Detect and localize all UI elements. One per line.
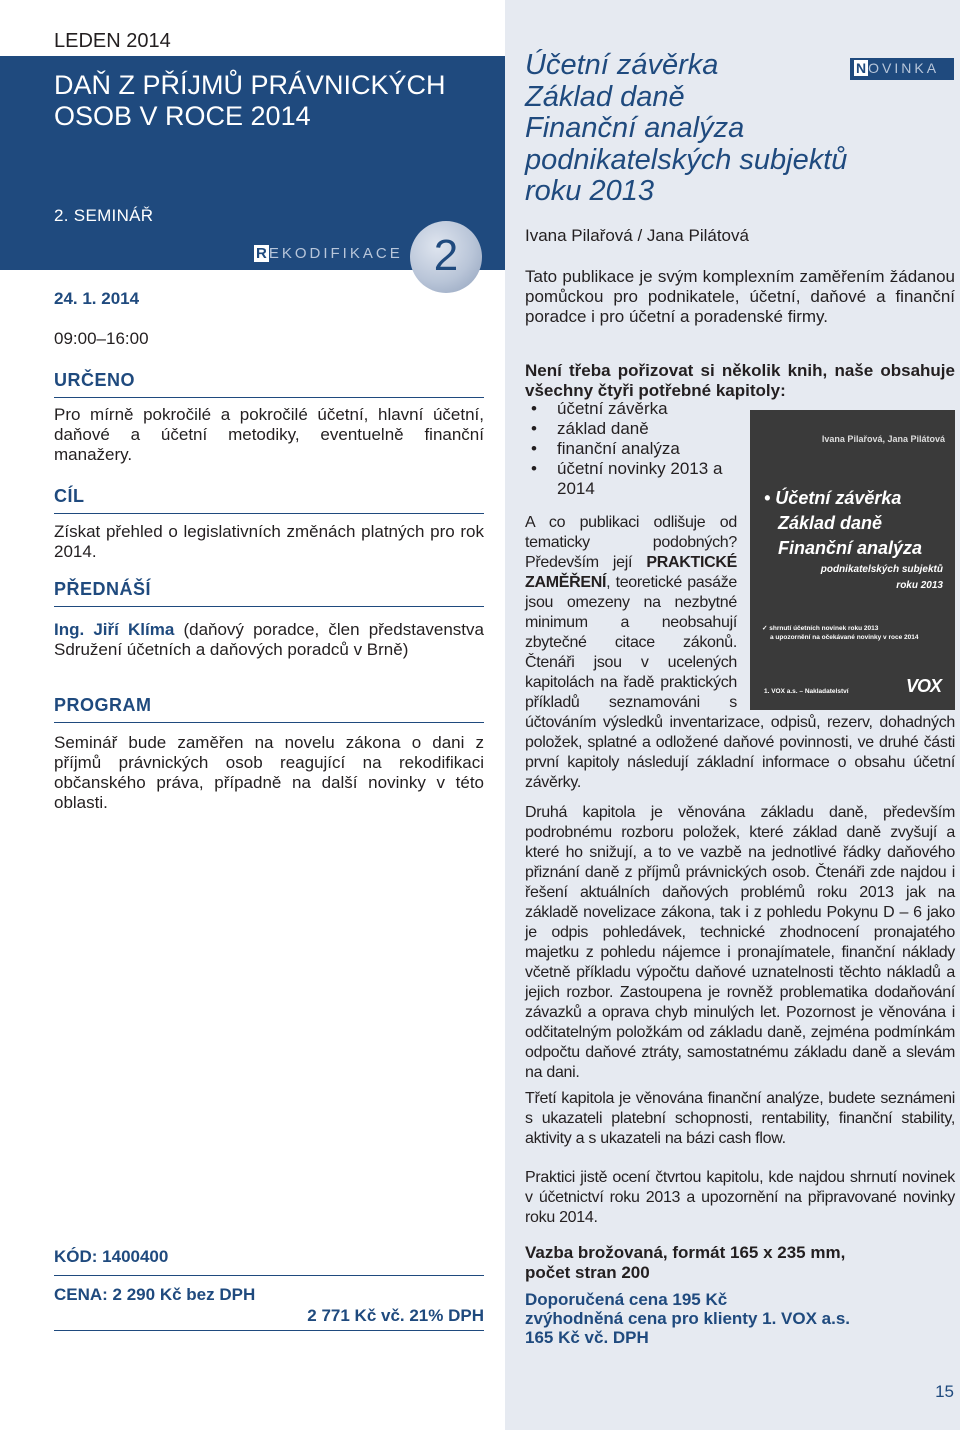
chapter-list — [525, 399, 755, 499]
lecturer-description: (daňový poradce, člen představenstva Sdružení účetních a daňových poradců v Brně) — [54, 620, 484, 659]
book-title-line: roku 2013 — [525, 175, 654, 207]
cover-title-line: Finanční analýza — [778, 538, 923, 558]
book-paragraph-2: Druhá kapitola je věnována základu daně, především podrobnému rozboru položek, které základ daně zvyšují a které ho snižují, a to ve vazbě na jednotlivé řádky daňového přiznání daně z příjmů právnických osob. Čtenáři zde najdou i řešení aktuálních daňových problémů roku 2013 jak na základě novelizace zákona, tak i z pohledu Pokynu D – 6 jako je odpis pohledávek, technické zhodnocení pronajatého majetku z pohledu nájemce i pronajímatele, finanční náklady včetně příkladu výpočtu daňové uznatelnosti těchto nákladů a jejich rozbor. Zastoupena je rovněž problematika dodaňování závazků a oprava chyb minulých let. Pozornost je věnována i odčitatelným položkám od základu daně, zejména podmínkám odpočtu daňové ztráty, samostatnému základu daně a slevám na dani. — [525, 804, 955, 1081]
cover-subtitle-line: roku 2013 — [896, 580, 943, 591]
book-paragraph-4: Praktici jistě ocení čtvrtou kapitolu, kde najdou shrnutí novinek v účetnictví roku 2013 a upozornění na připravované novinky roku 2014. — [525, 1169, 955, 1226]
binding-line: Vazba brožovaná, formát 165 x 235 mm, — [525, 1243, 846, 1262]
seminar-number-circle: 2 — [410, 221, 482, 293]
novelty-initial: N — [856, 60, 867, 76]
list-item: • účetní novinky 2013 a 2014 — [525, 459, 755, 499]
cover-wrap-spacer — [737, 513, 955, 710]
section-heading-program: PROGRAM — [54, 695, 484, 723]
book-binding — [525, 1243, 955, 1283]
cil-text: Získat přehled o legislativních změnách platných pro rok 2014. — [54, 522, 484, 561]
event-date: 24. 1. 2014 — [54, 289, 140, 308]
page-title — [54, 70, 446, 132]
month-label: LEDEN 2014 — [54, 30, 171, 52]
cover-note-line: a upozornění na očekávané novinky v roce 2014 — [770, 634, 919, 641]
lecturer-text — [54, 620, 484, 660]
section-heading-cil: CÍL — [54, 486, 484, 514]
cover-note-line: ✓ shrnutí účetních novinek roku 2013 — [762, 625, 879, 632]
cover-title-line: • Účetní závěrka — [764, 488, 902, 508]
book-price — [525, 1290, 955, 1347]
book-intro: Tato publikace je svým komplexním zaměřením žádanou pomůckou pro podnikatele, účetní, daňové a finanční poradce i pro účetní a poradenské firmy. — [525, 267, 955, 326]
book-authors: Ivana Pilařová / Jana Pilátová — [525, 226, 749, 245]
cover-publisher: 1. VOX a.s. – Nakladatelství — [764, 688, 849, 695]
cover-authors: Ivana Pilařová, Jana Pilátová — [821, 434, 945, 444]
price-with-vat: 2 771 Kč vč. 21% DPH — [54, 1306, 484, 1331]
cover-subtitle-line: podnikatelských subjektů — [820, 564, 943, 575]
book-title-line: Účetní závěrka — [525, 49, 719, 81]
cover-title-line: Základ daně — [778, 513, 883, 533]
price-line: zvýhodněná cena pro klienty 1. VOX a.s. — [525, 1309, 851, 1328]
price-line: Doporučená cena 195 Kč — [525, 1290, 728, 1309]
list-item: • základ daně — [525, 419, 755, 439]
list-item: • finanční analýza — [525, 439, 755, 459]
binding-line: počet stran 200 — [525, 1263, 650, 1282]
section-heading-prednasi: PŘEDNÁŠÍ — [54, 579, 484, 607]
title-line-2: OSOB V ROCE 2014 — [54, 101, 311, 131]
practical-focus-emphasis: PRAKTICKÉ ZAMĚŘENÍ — [525, 554, 737, 591]
recodification-badge — [250, 242, 408, 270]
book-title-line: podnikatelských subjektů — [525, 143, 848, 176]
program-text: Seminář bude zaměřen na novelu zákona o dani z příjmů právnických osob reagující na rekodifikaci občanského práva, případně na další novinky v této oblasti. — [54, 733, 484, 812]
section-heading-urceno: URČENO — [54, 370, 484, 398]
book-title-line: Finanční analýza — [525, 112, 745, 144]
seminar-label: 2. SEMINÁŘ — [54, 206, 154, 225]
book-paragraph-1: A co publikaci odlišuje od tematicky podobných? Především její PRAKTICKÉ ZAMĚŘENÍ, teoretické pasáže jsou omezeny na nezbytné minimum a neobsahují zbytečné citace zákonů. Čtenáři jsou v ucelených kapitolách na řadě praktických příkladů seznamováni s účtováním výsledků inventarizace, odpisů, rezerv, dohadných položek, splatné a odložené daňové povinnosti, ve druhé části první kapitoly následují základní informace o obsahu účetní závěrky. — [525, 514, 955, 791]
badge-text: EKODIFIKACE — [268, 245, 403, 262]
page-number: 15 — [935, 1382, 954, 1401]
novelty-text: OVINKA — [868, 60, 940, 76]
urceno-text: Pro mírně pokročilé a pokročilé účetní, hlavní účetní, daňové a účetní metodiky, eventuelně finanční manažery. — [54, 405, 484, 464]
list-item: • účetní závěrka — [525, 399, 755, 419]
course-code: KÓD: 1400400 — [54, 1247, 484, 1276]
price-without-vat: CENA: 2 290 Kč bez DPH — [54, 1285, 256, 1304]
event-time: 09:00–16:00 — [54, 329, 149, 348]
book-title-line: Základ daně — [525, 80, 685, 113]
book-title — [525, 50, 955, 208]
publisher-logo: VOX — [905, 676, 941, 696]
book-paragraph-3: Třetí kapitola je věnována finanční analýze, budete seznámeni s ukazateli platební schopnosti, rentability, finanční stability, aktivity a s ukazateli na bázi cash flow. — [525, 1090, 955, 1147]
price-line: 165 Kč vč. DPH — [525, 1328, 649, 1347]
lecturer-name: Ing. Jiří Klíma — [54, 620, 175, 639]
title-line-1: DAŇ Z PŘÍJMŮ PRÁVNICKÝCH — [54, 70, 446, 100]
badge-initial: R — [256, 245, 267, 262]
book-bold-intro: Není třeba pořizovat si několik knih, naše obsahuje všechny čtyři potřebné kapitoly: — [525, 361, 955, 400]
